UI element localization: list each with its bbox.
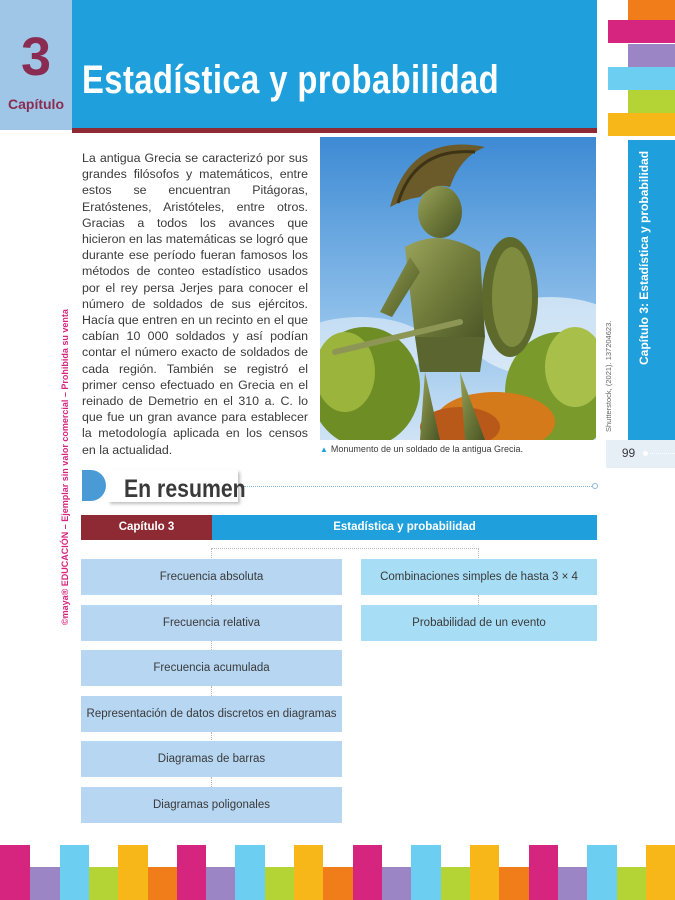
- copyright-vertical: ©maya® EDUCACIÓN – Ejemplar sin valor comercial – Prohibida su venta: [60, 309, 70, 625]
- photo-credit: Shutterstock, (2021). 137204623.: [604, 320, 613, 432]
- summary-header-chapter: Capítulo 3: [81, 515, 212, 540]
- color-tab: [608, 20, 675, 43]
- photo-caption: [320, 444, 523, 454]
- page-dotted-line: [650, 453, 675, 454]
- page-number: 99: [621, 446, 636, 460]
- color-tab: [608, 67, 675, 90]
- concept-box: Representación de datos discretos en diagramas: [81, 696, 342, 732]
- concept-box: Frecuencia absoluta: [81, 559, 342, 595]
- triangle-icon: ▲: [320, 445, 328, 454]
- chapter-number: 3: [20, 27, 52, 87]
- color-tab: [608, 113, 675, 136]
- connector-line: [211, 686, 212, 696]
- page-dot: [643, 451, 648, 456]
- side-title-band: [628, 140, 675, 440]
- section-dotted-line: [244, 486, 594, 487]
- concept-box: Probabilidad de un evento: [361, 605, 597, 641]
- connector-line: [211, 548, 212, 558]
- header-underline: [72, 128, 597, 133]
- side-vertical-title: Capítulo 3: Estadística y probabilidad: [637, 150, 651, 365]
- connector-line: [211, 595, 212, 605]
- summary-header-topic: Estadística y probabilidad: [212, 515, 597, 540]
- intro-paragraph: La antigua Grecia se caracterizó por sus grandes filósofos y matemáticos, entre estos se encuentran Pitágoras, Eratóstenes, Aristóteles, entre otros. Gracias a todos los avances que hicieron en las matemáticas se logró que durante ese período fueran famosos los métodos de conteo estadístico usados por el rey persa Jerjes para conocer el número de soldados de sus ejércitos. Hacía que entren en un recinto en el que cabían 10 000 soldados y así podían contar el número exacto de soldados de cada región. También se registró el primer censo efectuado en Grecia en el reinado de Demetrio en el 310 a. C. lo que fue un gran avance para establecer la metodología aplicada en los censos en la actualidad.: [82, 151, 308, 457]
- concept-box: Combinaciones simples de hasta 3 × 4: [361, 559, 597, 595]
- concept-box: Diagramas de barras: [81, 741, 342, 777]
- chapter-label: Capítulo: [8, 96, 64, 112]
- bottom-stripes: [0, 845, 675, 900]
- caption-text: Monumento de un soldado de la antigua Grecia.: [330, 444, 524, 454]
- connector-line: [211, 777, 212, 787]
- connector-line: [478, 548, 479, 558]
- connector-line: [211, 548, 479, 549]
- page-title: Estadística y probabilidad: [82, 58, 500, 102]
- section-heading: En resumen: [124, 475, 246, 503]
- concept-box: Frecuencia acumulada: [81, 650, 342, 686]
- connector-line: [478, 595, 479, 605]
- concept-box: Frecuencia relativa: [81, 605, 342, 641]
- section-line-end: [592, 483, 598, 489]
- soldier-monument-photo: [320, 137, 596, 440]
- section-marker-icon: [82, 470, 106, 501]
- color-tab: [628, 90, 675, 113]
- concept-box: Diagramas poligonales: [81, 787, 342, 823]
- color-tab: [628, 44, 675, 67]
- connector-line: [211, 641, 212, 650]
